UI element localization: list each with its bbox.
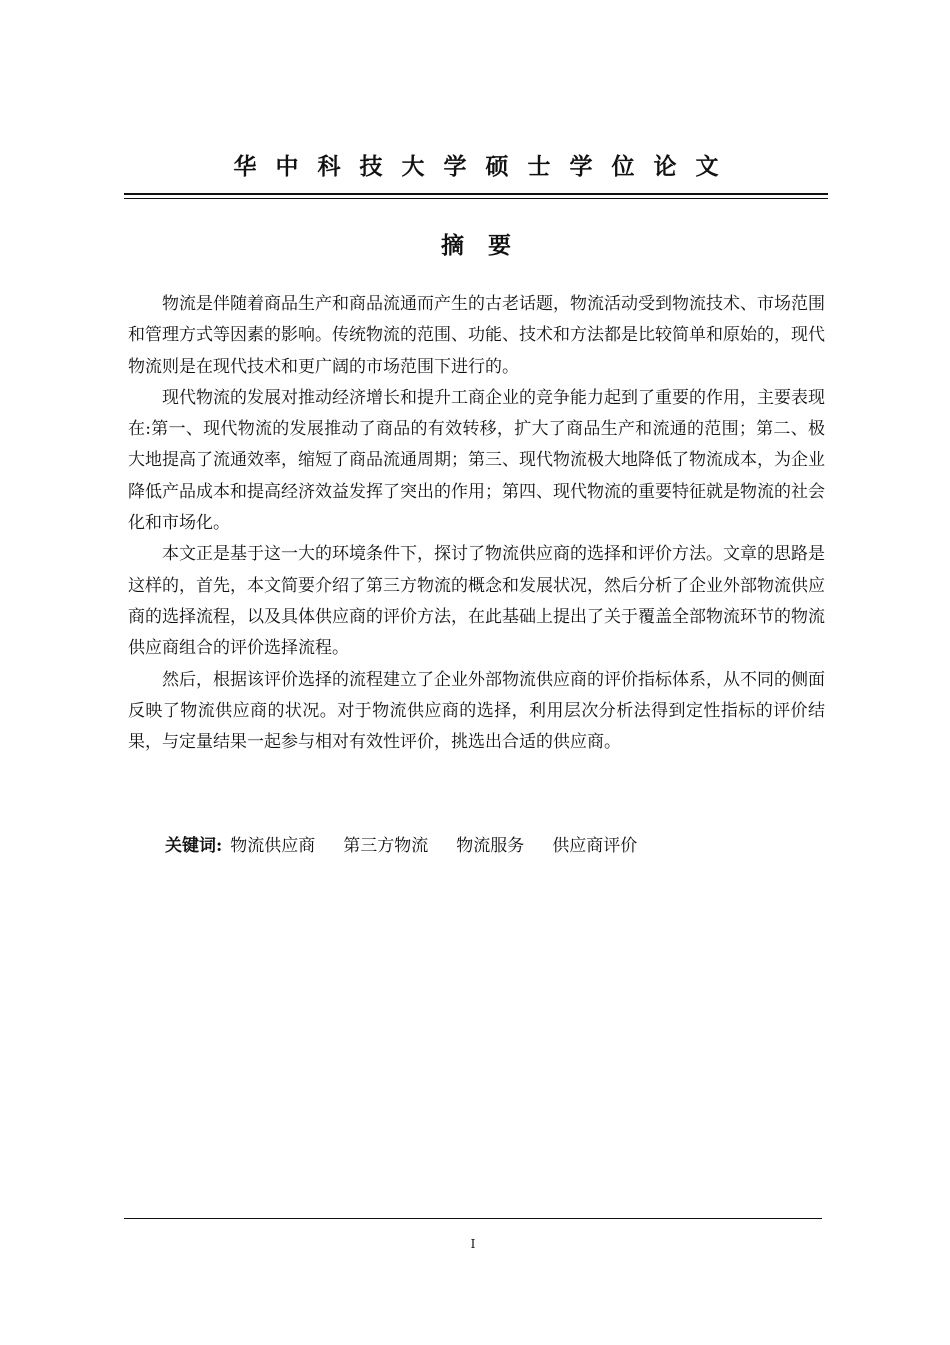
abstract-paragraph-2: 现代物流的发展对推动经济增长和提升工商企业的竞争能力起到了重要的作用，主要表现在:第一、现代物流的发展推动了商品的有效转移，扩大了商品生产和流通的范围；第二、极大地提高了流通效率，缩短了商品流通周期；第三、现代物流极大地降低了物流成本，为企业降低产品成本和提高经济效益发挥了突出的作用；第四、现代物流的重要特征就是物流的社会化和市场化。 xyxy=(128,387,825,534)
keyword-item: 物流服务 xyxy=(456,836,525,856)
keywords-label: 关键词: xyxy=(165,836,223,856)
keyword-item: 第三方物流 xyxy=(343,836,429,856)
header-rule-thick xyxy=(124,193,828,195)
running-header-title: 华中科技大学硕士学位论文 xyxy=(233,153,738,180)
footer-rule xyxy=(124,1218,822,1219)
abstract-paragraph-3: 本文正是基于这一大的环境条件下，探讨了物流供应商的选择和评价方法。文章的思路是这样的，首先，本文简要介绍了第三方物流的概念和发展状况，然后分析了企业外部物流供应商的选择流程，以及具体供应商的评价方法，在此基础上提出了关于覆盖全部物流环节的物流供应商组合的评价选择流程。 xyxy=(128,544,825,659)
keyword-item: 供应商评价 xyxy=(552,836,638,856)
keywords-line xyxy=(165,831,665,862)
abstract-paragraph-1: 物流是伴随着商品生产和商品流通而产生的古老话题，物流活动受到物流技术、市场范围和管理方式等因素的影响。传统物流的范围、功能、技术和方法都是比较简单和原始的，现代物流则是在现代技术和更广阔的市场范围下进行的。 xyxy=(128,294,825,377)
abstract-body xyxy=(128,289,825,758)
keyword-item: 物流供应商 xyxy=(230,836,316,856)
header-rule-thin xyxy=(124,198,828,199)
page-number: I xyxy=(470,1237,476,1251)
abstract-heading: 摘要 xyxy=(441,232,535,259)
abstract-paragraph-4: 然后，根据该评价选择的流程建立了企业外部物流供应商的评价指标体系，从不同的侧面反映了物流供应商的状况。对于物流供应商的选择，利用层次分析法得到定性指标的评价结果，与定量结果一起参与相对有效性评价，挑选出合适的供应商。 xyxy=(128,669,825,753)
